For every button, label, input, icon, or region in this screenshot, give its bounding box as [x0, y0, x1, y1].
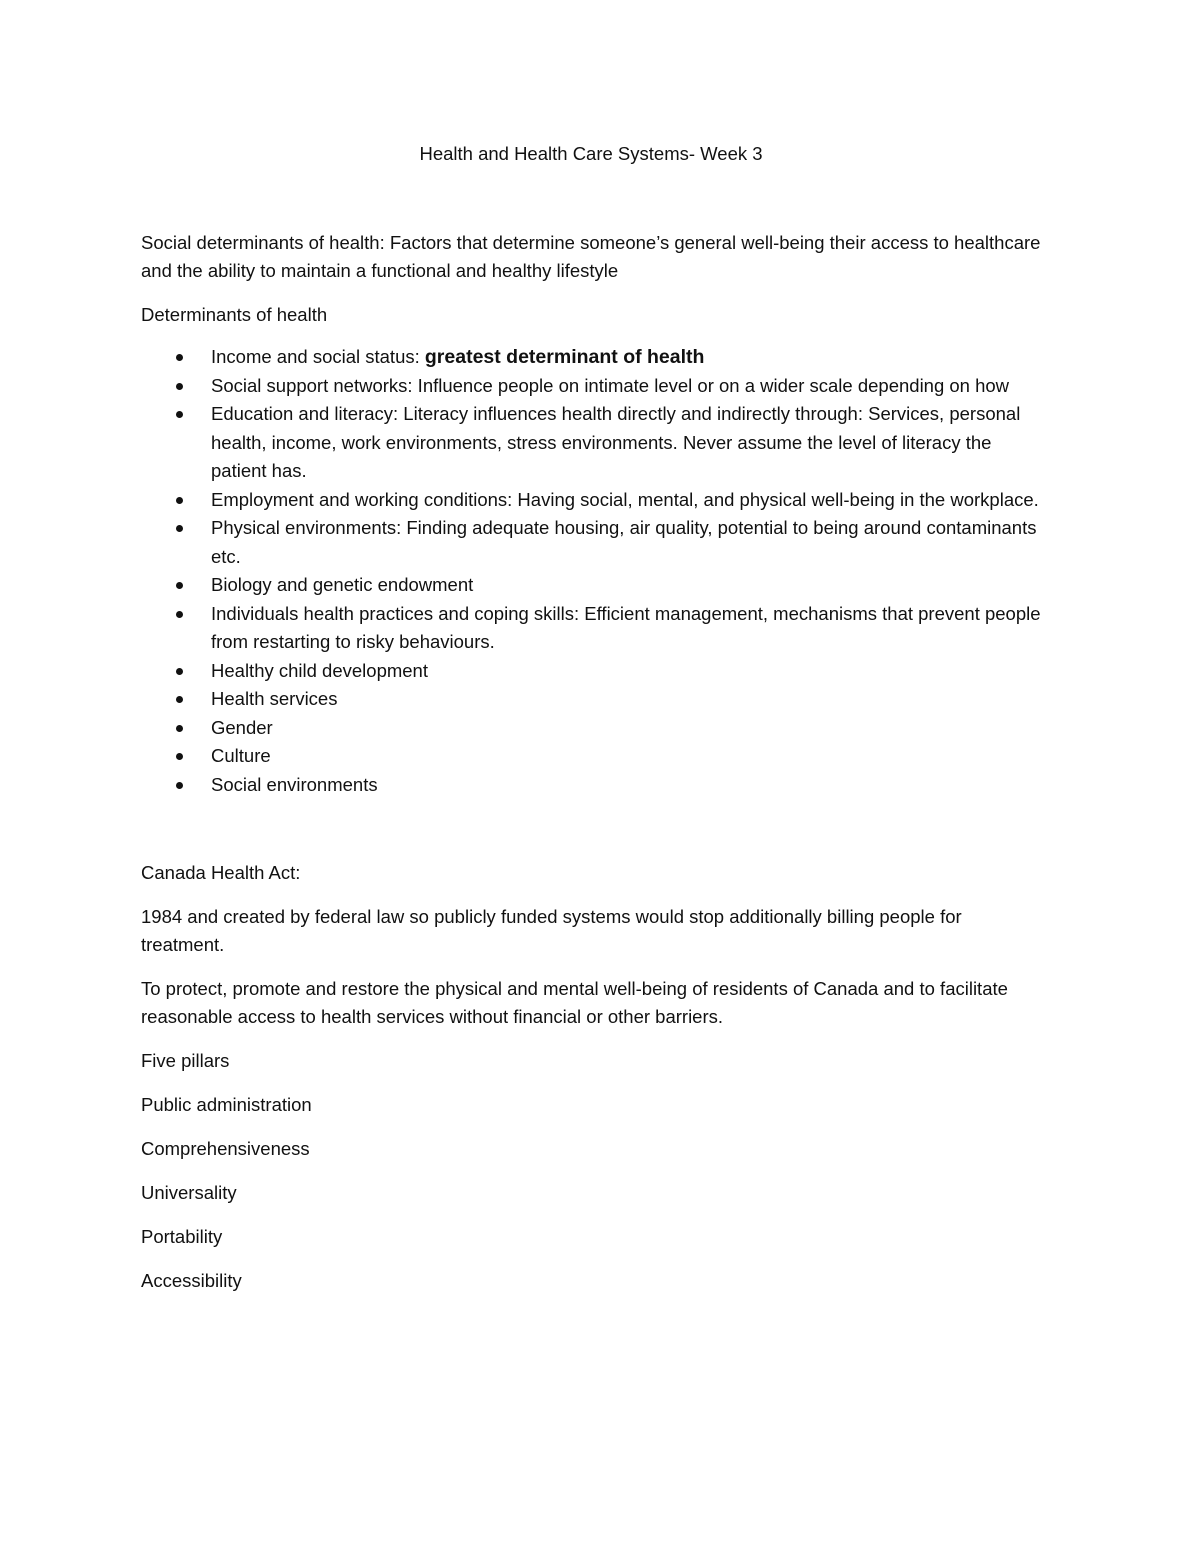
list-item — [141, 685, 1041, 714]
act-paragraph-2: To protect, promote and restore the physical and mental well-being of residents of Canada and to facilitate reasonable access to health services without financial or other barriers. — [141, 977, 1008, 1027]
pillar-item: Comprehensiveness — [141, 1137, 310, 1159]
document-body — [141, 140, 1041, 1311]
list-item — [141, 742, 1041, 771]
social-determinants-definition: Social determinants of health: Factors that determine someone’s general well-being their access to healthcare and the ability to maintain a functional and healthy lifestyle — [141, 231, 1041, 281]
document-title: Health and Health Care Systems- Week 3 — [419, 143, 763, 164]
list-item — [141, 400, 1041, 486]
pillar-item: Portability — [141, 1225, 223, 1247]
act-paragraph-1: 1984 and created by federal law so publicly funded systems would stop additionally billing people for treatment. — [141, 905, 962, 955]
list-item — [141, 486, 1041, 515]
bullet-icon — [176, 668, 183, 675]
list-item-emphasis: greatest determinant of health — [424, 346, 705, 368]
list-item — [141, 657, 1041, 686]
bullet-icon — [176, 354, 183, 361]
bullet-icon — [176, 696, 183, 703]
list-item — [141, 771, 1041, 800]
pillar-item: Accessibility — [141, 1269, 242, 1291]
list-item-text: Employment and working conditions: Having social, mental, and physical well-being in the workplace. — [211, 488, 1039, 510]
pillar-item: Universality — [141, 1181, 237, 1203]
section-spacer — [141, 799, 1041, 859]
list-item — [141, 600, 1041, 657]
bullet-icon — [176, 383, 183, 390]
pillars-heading: Five pillars — [141, 1049, 230, 1071]
list-item — [141, 372, 1041, 401]
bullet-icon — [176, 497, 183, 504]
determinants-list — [141, 343, 1041, 799]
list-item-text: Education and literacy: Literacy influences health directly and indirectly through: Services, personal health, income, work environments, stress environments. Never assume the level of literacy the patient has. — [211, 403, 1021, 481]
bullet-icon — [176, 782, 183, 789]
list-item-text: Income and social status: — [211, 346, 425, 367]
list-item-text: Biology and genetic endowment — [211, 574, 474, 595]
list-item-text: Social support networks: Influence people on intimate level or on a wider scale depending on how — [211, 374, 1010, 396]
list-item-text: Individuals health practices and coping skills: Efficient management, mechanisms that prevent people from restarting to risky behaviours. — [211, 602, 1041, 652]
pillar-item: Public administration — [141, 1093, 312, 1115]
bullet-icon — [176, 725, 183, 732]
list-item-text: Healthy child development — [211, 659, 428, 681]
list-item — [141, 514, 1041, 571]
list-item-text: Social environments — [211, 773, 378, 795]
list-item — [141, 343, 1041, 372]
bullet-icon — [176, 582, 183, 589]
bullet-icon — [176, 411, 183, 418]
list-item-text: Gender — [211, 716, 273, 738]
bullet-icon — [176, 611, 183, 618]
list-item — [141, 571, 1041, 600]
bullet-icon — [176, 753, 183, 760]
act-heading: Canada Health Act: — [141, 862, 301, 883]
list-item-text: Health services — [211, 688, 338, 709]
list-item-text: Physical environments: Finding adequate housing, air quality, potential to being around contaminants etc. — [211, 517, 1037, 567]
determinants-heading: Determinants of health — [141, 303, 328, 325]
list-item-text: Culture — [211, 745, 271, 766]
bullet-icon — [176, 525, 183, 532]
list-item — [141, 714, 1041, 743]
